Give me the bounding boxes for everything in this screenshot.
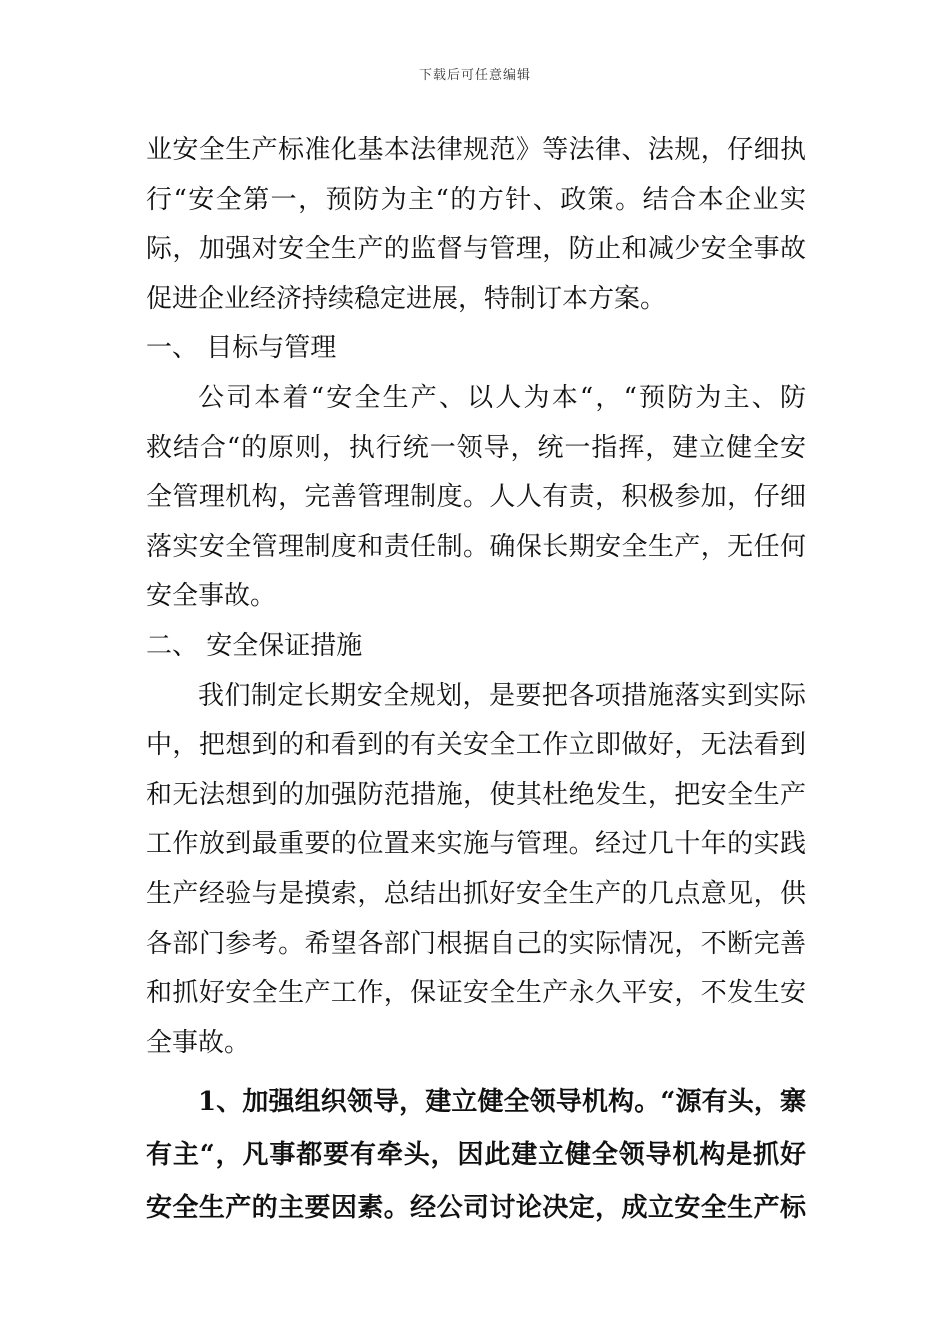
text-line: 促进企业经济持续稳定进展，特制订本方案。 <box>146 283 667 314</box>
text-line: 落实安全管理制度和责任制。确保长期安全生产，无任何 <box>146 531 806 562</box>
text-line: 行“安全第一，预防为主“的方针、政策。结合本企业实 <box>146 184 806 215</box>
text-line: 中，把想到的和看到的有关安全工作立即做好，无法看到 <box>146 730 806 761</box>
text-line: 全事故。 <box>146 1027 251 1058</box>
bold-text-line: 有主“，凡事都要有牵头，因此建立健全领导机构是抓好 <box>146 1140 806 1171</box>
page-header: 下载后可任意编辑 <box>418 68 531 83</box>
document-body <box>146 126 806 1235</box>
bold-text-line: 安全生产的主要因素。经公司讨论决定，成立安全生产标 <box>146 1193 806 1224</box>
bold-paragraph <box>146 1076 806 1235</box>
text-line: 安全事故。 <box>146 581 277 612</box>
section-heading-1: 一、 目标与管理 <box>146 333 337 364</box>
text-line: 际，加强对安全生产的监督与管理，防止和减少安全事故 <box>146 234 806 265</box>
text-line: 业安全生产标准化基本法律规范》等法律、法规，仔细执 <box>146 135 806 165</box>
text-line: 各部门参考。希望各部门根据自己的实际情况，不断完善 <box>146 928 806 959</box>
text-line: 全管理机构，完善管理制度。人人有责，积极参加，仔细 <box>146 482 806 513</box>
section-heading-2: 二、 安全保证措施 <box>146 630 363 661</box>
text-line: 公司本着“安全生产、以人为本“，“预防为主、防 <box>198 382 806 413</box>
bold-text-line: 1、加强组织领导，建立健全领导机构。“源有头，寨 <box>198 1087 806 1118</box>
text-line: 和无法想到的加强防范措施，使其杜绝发生，把安全生产 <box>146 779 806 810</box>
text-line: 我们制定长期安全规划，是要把各项措施落实到实际 <box>198 680 806 711</box>
text-line: 工作放到最重要的位置来实施与管理。经过几十年的实践 <box>146 829 806 860</box>
text-line: 救结合“的原则，执行统一领导，统一指挥，建立健全安 <box>146 432 806 463</box>
text-line: 生产经验与是摸索，总结出抓好安全生产的几点意见，供 <box>146 878 806 909</box>
text-line: 和抓好安全生产工作，保证安全生产永久平安，不发生安 <box>146 978 806 1009</box>
